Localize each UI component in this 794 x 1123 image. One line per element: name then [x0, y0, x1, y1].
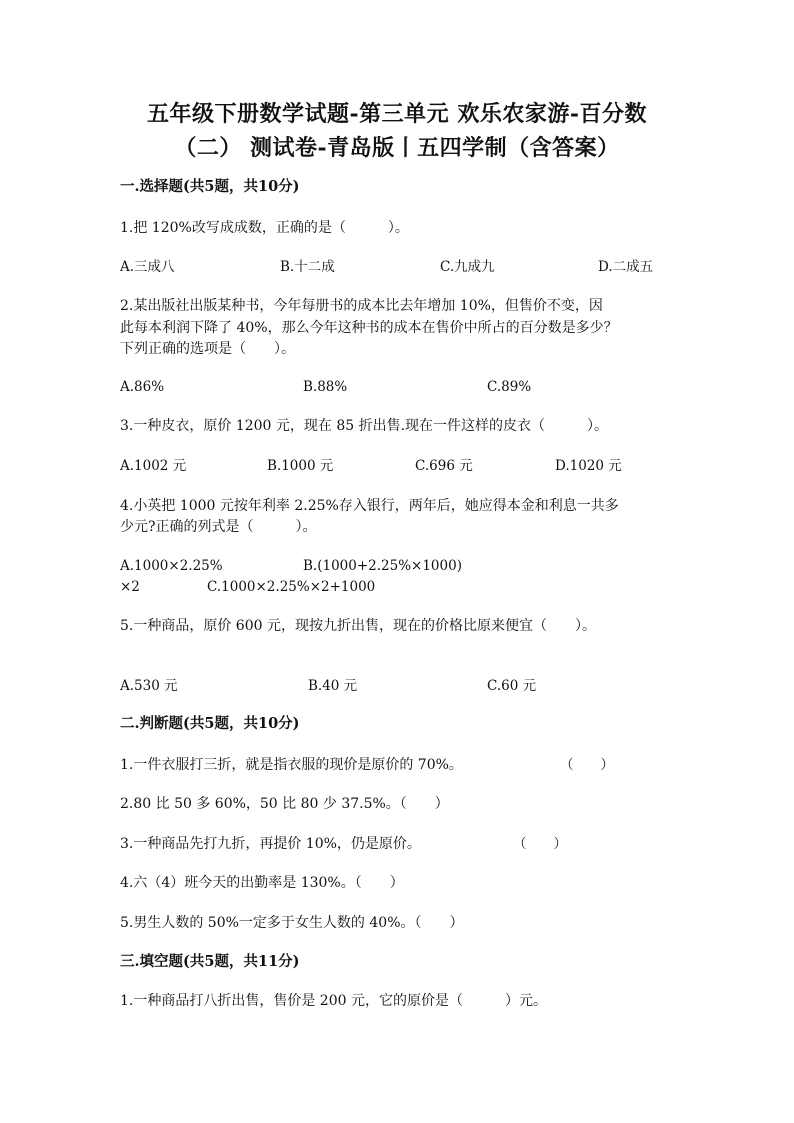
- option-1-3-d: D.1020 元: [555, 458, 622, 474]
- option-1-5-b: B.40 元: [308, 678, 358, 694]
- judgment-item-5: 5.男生人数的 50%一定多于女生人数的 40%。（ ）: [120, 915, 464, 931]
- judgment-item-1-blank: （ ）: [560, 757, 614, 773]
- option-1-5-c: C.60 元: [487, 678, 537, 694]
- option-1-2-a: A.86%: [120, 379, 165, 395]
- judgment-item-2: 2.80 比 50 多 60%，50 比 80 少 37.5%。（ ）: [120, 796, 449, 812]
- option-1-3-b: B.1000 元: [267, 458, 334, 474]
- question-1-2-line-2: 此每本利润下降了 40%，那么今年这种书的成本在售价中所占的百分数是多少？: [120, 320, 618, 336]
- question-1-4-line-1: 4.小英把 1000 元按年利率 2.25%存入银行，两年后，她应得本金和利息一共多: [120, 498, 619, 514]
- document-title-line-1: 五年级下册数学试题-第三单元 欢乐农家游-百分数: [147, 101, 647, 127]
- judgment-item-4: 4.六（4）班今天的出勤率是 130%。（ ）: [120, 875, 404, 891]
- judgment-item-1: 1.一件衣服打三折，就是指衣服的现价是原价的 70%。: [120, 757, 463, 773]
- option-1-1-a: A.三成八: [120, 259, 175, 275]
- question-1-3: 3.一种皮衣，原价 1200 元，现在 85 折出售.现在一件这样的皮衣（ ）。: [120, 418, 609, 434]
- question-1-2-line-3: 下列正确的选项是（ ）。: [120, 341, 295, 357]
- option-1-2-b: B.88%: [303, 379, 348, 395]
- option-1-1-c: C.九成九: [440, 259, 495, 275]
- question-1-5: 5.一种商品，原价 600 元，现按九折出售，现在的价格比原来便宜（ ）。: [120, 618, 596, 634]
- fill-in-question-1: 1.一种商品打八折出售，售价是 200 元，它的原价是（ ）元。: [120, 993, 547, 1009]
- option-1-4-a: A.1000×2.25%: [120, 558, 223, 574]
- option-1-4-b-continued: ×2: [120, 579, 140, 595]
- question-1-1: 1.把 120%改写成成数，正确的是（ ）。: [120, 220, 409, 236]
- option-1-5-a: A.530 元: [120, 678, 178, 694]
- option-1-3-a: A.1002 元: [120, 458, 187, 474]
- question-1-4-line-2: 少元?正确的列式是（ ）。: [120, 519, 317, 535]
- judgment-item-3-blank: （ ）: [513, 836, 567, 852]
- judgment-item-3: 3.一种商品先打九折，再提价 10%，仍是原价。: [120, 836, 421, 852]
- option-1-3-c: C.696 元: [415, 458, 473, 474]
- section-heading-fill-in: 三.填空题(共5题，共11分): [120, 953, 300, 970]
- option-1-1-d: D.二成五: [598, 259, 654, 275]
- option-1-2-c: C.89%: [487, 379, 532, 395]
- section-heading-true-false: 二.判断题(共5题，共10分): [120, 715, 300, 732]
- option-1-4-b: B.(1000+2.25%×1000): [303, 558, 462, 574]
- option-1-4-c: C.1000×2.25%×2+1000: [207, 579, 376, 595]
- section-heading-choice: 一.选择题(共5题，共10分): [120, 178, 300, 195]
- question-1-2-line-1: 2.某出版社出版某种书，今年每册书的成本比去年增加 10%，但售价不变，因: [120, 298, 603, 314]
- document-title-line-2: （二） 测试卷-青岛版丨五四学制（含答案）: [174, 135, 620, 161]
- option-1-1-b: B.十二成: [280, 259, 335, 275]
